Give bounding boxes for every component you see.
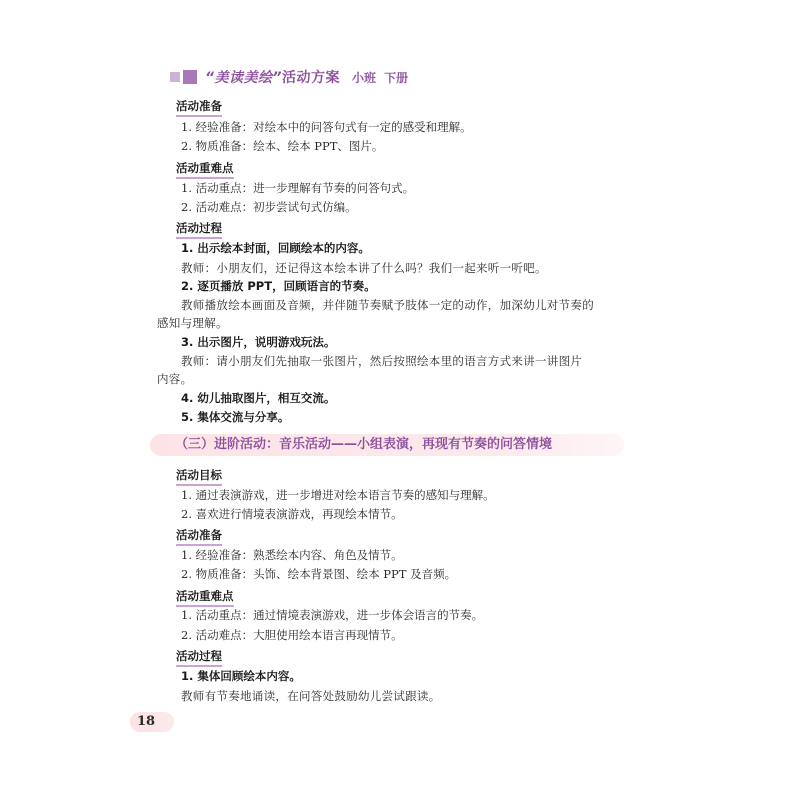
- process-step-2: 2. 逐页播放 PPT，回顾语言的节奏。: [181, 279, 376, 293]
- process-step-3-text-line1: 教师：请小朋友们先抽取一张图片，然后按照绘本里的语言方式来讲一讲图片: [181, 354, 583, 368]
- process-step-2-text-line2: 感知与理解。: [157, 316, 228, 330]
- process-step-1: 1. 出示绘本封面，回顾绘本的内容。: [181, 241, 370, 255]
- prep-item-2: 2. 物质准备：绘本、绘本 PPT、图片。: [181, 139, 384, 153]
- process-step-2-text-line1: 教师播放绘本画面及音频，并伴随节奏赋予肢体一定的动作，加深幼儿对节奏的: [181, 298, 594, 312]
- header-series-name: “美读美绘”: [205, 70, 283, 86]
- key2-item-1: 1. 活动重点：通过情境表演游戏，进一步体会语言的节奏。: [181, 608, 484, 622]
- prep2-item-1: 1. 经验准备：熟悉绘本内容、角色及情节。: [181, 548, 403, 562]
- running-header: [170, 66, 408, 88]
- process-step-3: 3. 出示图片，说明游戏玩法。: [181, 335, 336, 349]
- header-volume: 下册: [384, 70, 409, 85]
- section-heading-key-points-2: 活动重难点: [176, 588, 234, 607]
- section-heading-key-points: 活动重难点: [176, 160, 234, 179]
- header-title: [205, 67, 340, 87]
- section-heading-goals: 活动目标: [176, 467, 222, 486]
- header-squares-icon: [170, 70, 197, 84]
- key-item-2: 2. 活动难点：初步尝试句式仿编。: [181, 200, 357, 214]
- header-grade: 小班: [352, 70, 377, 85]
- process-step-4: 4. 幼儿抽取图片，相互交流。: [181, 391, 336, 405]
- key2-item-2: 2. 活动难点：大胆使用绘本语言再现情节。: [181, 628, 403, 642]
- process-step-1-text: 教师：小朋友们，还记得这本绘本讲了什么吗？我们一起来听一听吧。: [181, 261, 547, 275]
- goal-item-1: 1. 通过表演游戏，进一步增进对绘本语言节奏的感知与理解。: [181, 488, 495, 502]
- section-heading-prep-2: 活动准备: [176, 527, 222, 546]
- section-heading-process: 活动过程: [176, 220, 222, 239]
- section-heading-process-2: 活动过程: [176, 648, 222, 667]
- process2-step-1-text: 教师有节奏地诵读，在问答处鼓励幼儿尝试跟读。: [181, 689, 441, 703]
- header-square-small: [170, 72, 180, 82]
- process2-step-1: 1. 集体回顾绘本内容。: [181, 669, 301, 683]
- key-item-1: 1. 活动重点：进一步理解有节奏的问答句式。: [181, 181, 415, 195]
- page-number: 18: [137, 714, 156, 729]
- header-square-large: [183, 70, 197, 84]
- process-step-5: 5. 集体交流与分享。: [181, 410, 290, 424]
- goal-item-2: 2. 喜欢进行情境表演游戏，再现绘本情节。: [181, 507, 403, 521]
- header-title-rest: 活动方案: [282, 70, 341, 86]
- section-heading-prep: 活动准备: [176, 98, 222, 117]
- process-step-3-text-line2: 内容。: [157, 372, 193, 386]
- section-banner-title: （三）进阶活动：音乐活动——小组表演，再现有节奏的问答情境: [175, 437, 553, 452]
- prep-item-1: 1. 经验准备：对绘本中的问答句式有一定的感受和理解。: [181, 120, 472, 134]
- prep2-item-2: 2. 物质准备：头饰、绘本背景图、绘本 PPT 及音频。: [181, 567, 457, 581]
